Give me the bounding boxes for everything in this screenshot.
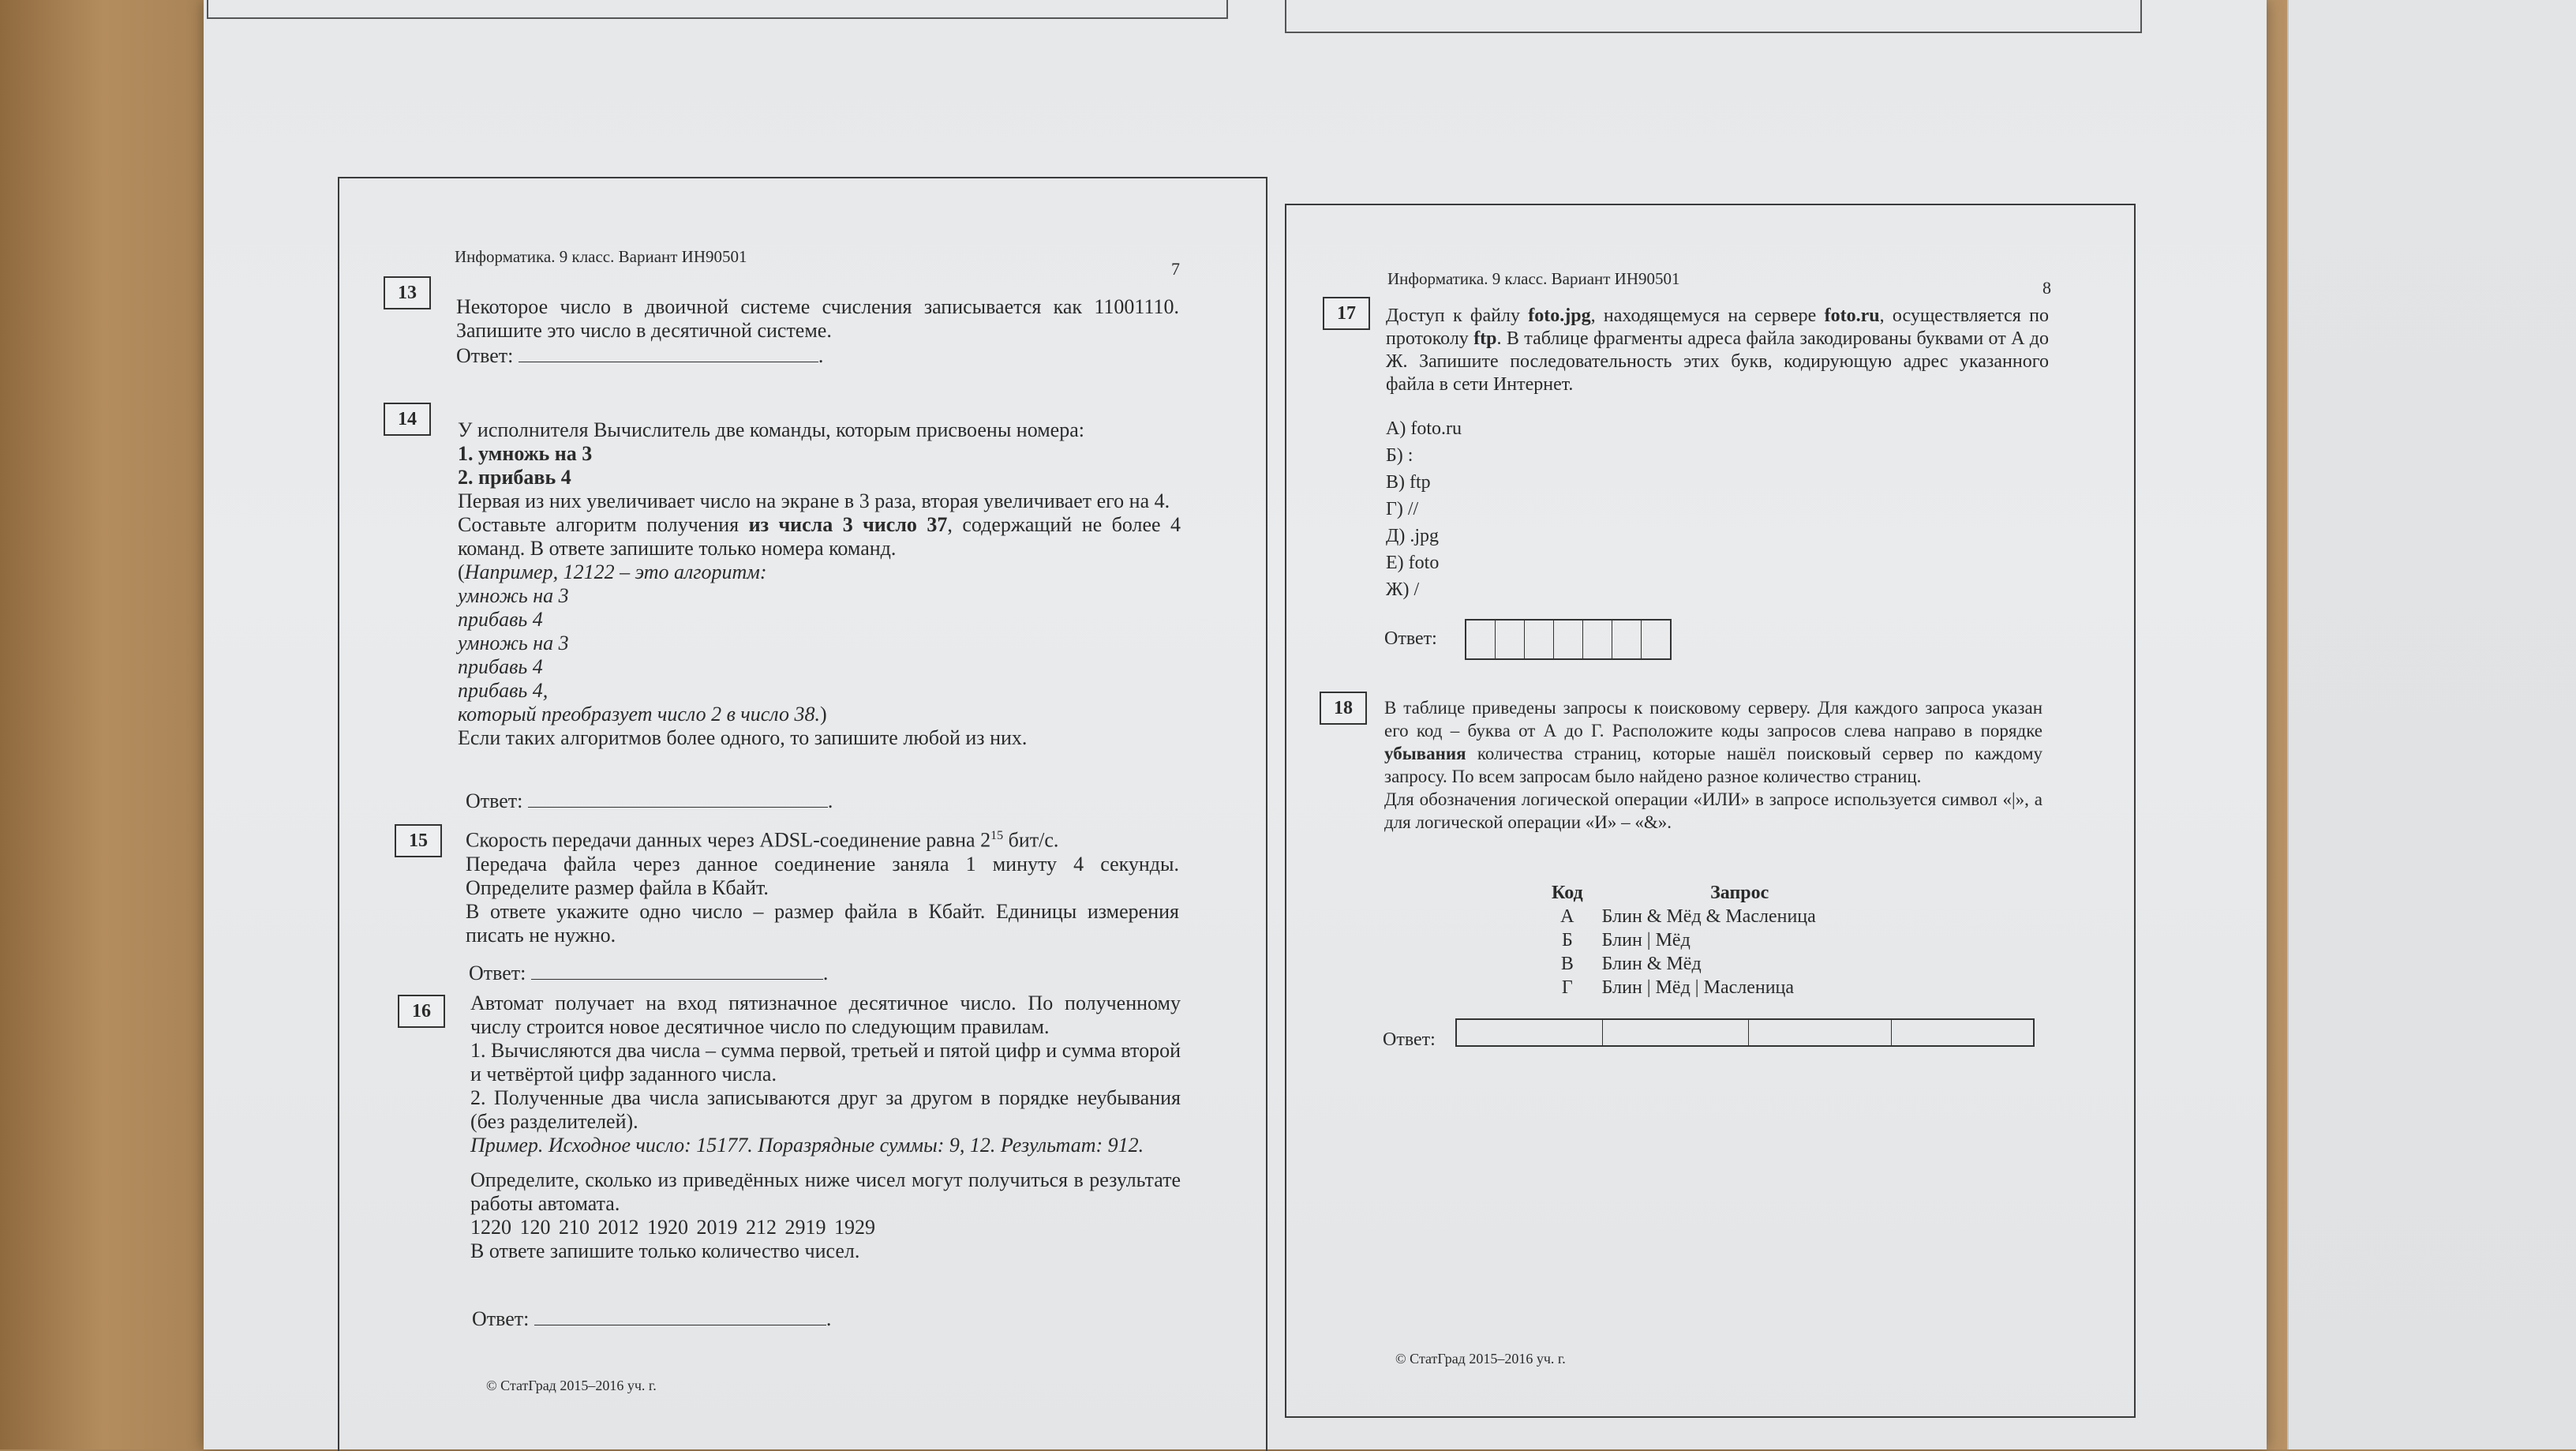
- q14-description: Первая из них увеличивает число на экране в 3 раза, вторая увеличивает его на 4.: [458, 489, 1170, 512]
- example-line: умножь на 3: [458, 632, 569, 654]
- q16-example: Пример. Исходное число: 15177. Поразрядные суммы: 9, 12. Результат: 912.: [470, 1134, 1144, 1157]
- page-number: 7: [1171, 259, 1180, 279]
- q18-text: [1384, 696, 2042, 834]
- q16-p4: Определите, сколько из приведённых ниже чисел могут получиться в результате работы автомата.: [470, 1168, 1181, 1215]
- answer-cell[interactable]: [1583, 621, 1612, 658]
- q16-numbers: 1220 120 210 2012 1920 2019 212 2919 1929: [470, 1216, 875, 1239]
- q14-command-1: 1. умножь на 3: [458, 442, 593, 465]
- option-e: Е) foto: [1386, 553, 1440, 573]
- answer-cell[interactable]: [1466, 621, 1496, 658]
- q16-p5: В ответе запишите только количество чисел.: [470, 1239, 860, 1262]
- q14-intro: У исполнителя Вычислитель две команды, которым присвоены номера:: [458, 418, 1084, 441]
- example-line: умножь на 3: [458, 584, 569, 607]
- option-zh: Ж) /: [1386, 579, 1420, 600]
- q18-answer-label: Ответ:: [1383, 1029, 1436, 1050]
- answer-cell[interactable]: [1496, 621, 1525, 658]
- example-line: прибавь 4,: [458, 679, 549, 702]
- q17-options: [1386, 415, 1462, 603]
- page-header: Информатика. 9 класс. Вариант ИН90501: [1387, 269, 1680, 288]
- option-b: Б) :: [1386, 445, 1413, 466]
- q18-table: [1542, 881, 1825, 999]
- answer-cell[interactable]: [1525, 621, 1554, 658]
- answer-cell[interactable]: [1892, 1020, 2032, 1045]
- q15-line-3: В ответе укажите одно число – размер файла в Кбайт. Единицы измерения писать не нужно.: [466, 899, 1179, 947]
- question-number-18: 18: [1320, 692, 1367, 725]
- answer-cell[interactable]: [1612, 621, 1642, 658]
- question-number-14: 14: [384, 403, 431, 436]
- answer-label: Ответ:: [456, 344, 514, 367]
- answer-cell[interactable]: [1603, 1020, 1749, 1045]
- q17-answer-label: Ответ:: [1384, 628, 1437, 649]
- page-footer: © СтатГрад 2015–2016 уч. г.: [486, 1378, 657, 1393]
- q14-example: (Например, 12122 – это алгоритм:: [458, 561, 767, 583]
- answer-cell[interactable]: [1642, 621, 1670, 658]
- page-footer: © СтатГрад 2015–2016 уч. г.: [1395, 1351, 1566, 1367]
- answer-cell[interactable]: [1554, 621, 1583, 658]
- q14-command-2: 2. прибавь 4: [458, 466, 571, 489]
- q13-answer[interactable]: Ответ: .: [456, 344, 824, 367]
- q17-answer-cells[interactable]: [1465, 619, 1672, 660]
- answer-cell[interactable]: [1749, 1020, 1892, 1045]
- column-header-query: Запрос: [1710, 883, 1769, 903]
- answer-label: Ответ:: [466, 789, 523, 812]
- option-v: В) ftp: [1386, 472, 1431, 493]
- q14-task: Составьте алгоритм получения из числа 3 число 37, содержащий не более 4 команд. В ответе запишите только номера команд.: [458, 513, 1181, 560]
- column-header-code: Код: [1552, 883, 1583, 903]
- table-row: Б Блин | Мёд: [1561, 930, 1690, 950]
- answer-label: Ответ:: [469, 962, 526, 984]
- example-line: прибавь 4: [458, 655, 543, 678]
- q16-p1: Автомат получает на вход пятизначное десятичное число. По полученному числу строится новое десятичное число по следующим правилам.: [470, 992, 1181, 1038]
- answer-label: Ответ:: [472, 1307, 530, 1330]
- q14-example-end: который преобразует число 2 в число 38.): [458, 703, 827, 726]
- q16-answer[interactable]: Ответ: .: [472, 1307, 832, 1330]
- q18-p1: В таблице приведены запросы к поисковому серверу. Для каждого запроса указан его код – буква от А до Г. Расположите коды запросов слева направо в порядке убывания количества страниц, которые нашёл поисковый сервер по каждому запросу. По всем запросам было найдено разное количество страниц.: [1384, 698, 2042, 786]
- q18-p2: Для обозначения логической операции «ИЛИ» в запросе используется символ «|», а для логической операции «И» – «&».: [1384, 789, 2042, 832]
- option-a: А) foto.ru: [1386, 418, 1462, 439]
- q17-text: Доступ к файлу foto.jpg, находящемуся на сервере foto.ru, осуществляется по протоколу ftp. В таблице фрагменты адреса файла закодированы буквами от А до Ж. Запишите последовательность этих букв, кодирующую адрес указанного файла в сети Интернет.: [1386, 306, 2050, 395]
- example-line: прибавь 4: [458, 608, 543, 631]
- q14-note: Если таких алгоритмов более одного, то запишите любой из них.: [458, 726, 1028, 749]
- answer-cell[interactable]: [1457, 1020, 1603, 1045]
- option-g: Г) //: [1386, 499, 1419, 519]
- option-d: Д) .jpg: [1386, 526, 1440, 546]
- page-header: Информатика. 9 класс. Вариант ИН90501: [455, 247, 747, 266]
- table-row: А Блин & Мёд & Масленица: [1560, 906, 1816, 927]
- q18-answer-cells[interactable]: [1455, 1018, 2035, 1047]
- table-row: В Блин & Мёд: [1560, 954, 1702, 974]
- q15-line-2: Передача файла через данное соединение заняла 1 минуту 4 секунды. Определите размер файла в Кбайт.: [466, 852, 1179, 899]
- q13-text: Некоторое число в двоичной системе счисления записывается как 11001110. Запишите это число в десятичной системе.: [456, 295, 1179, 342]
- table-row: Г Блин | Мёд | Масленица: [1561, 977, 1795, 998]
- question-number-17: 17: [1323, 297, 1370, 330]
- question-number-16: 16: [398, 995, 445, 1028]
- question-number-13: 13: [384, 276, 431, 309]
- question-number-15: 15: [395, 824, 442, 857]
- page-number: 8: [2042, 278, 2051, 298]
- q16-p3: 2. Полученные два числа записываются друг за другом в порядке неубывания (без разделителей).: [470, 1086, 1181, 1133]
- q15-answer[interactable]: Ответ: .: [469, 962, 829, 984]
- q15-line-1: Скорость передачи данных через ADSL-соединение равна $2^{15}$ бит/с.: [466, 828, 1059, 852]
- q14-answer[interactable]: Ответ: .: [466, 789, 833, 812]
- q16-p2: 1. Вычисляются два числа – сумма первой, третьей и пятой цифр и сумма второй и четвёртой цифр заданного числа.: [470, 1039, 1181, 1085]
